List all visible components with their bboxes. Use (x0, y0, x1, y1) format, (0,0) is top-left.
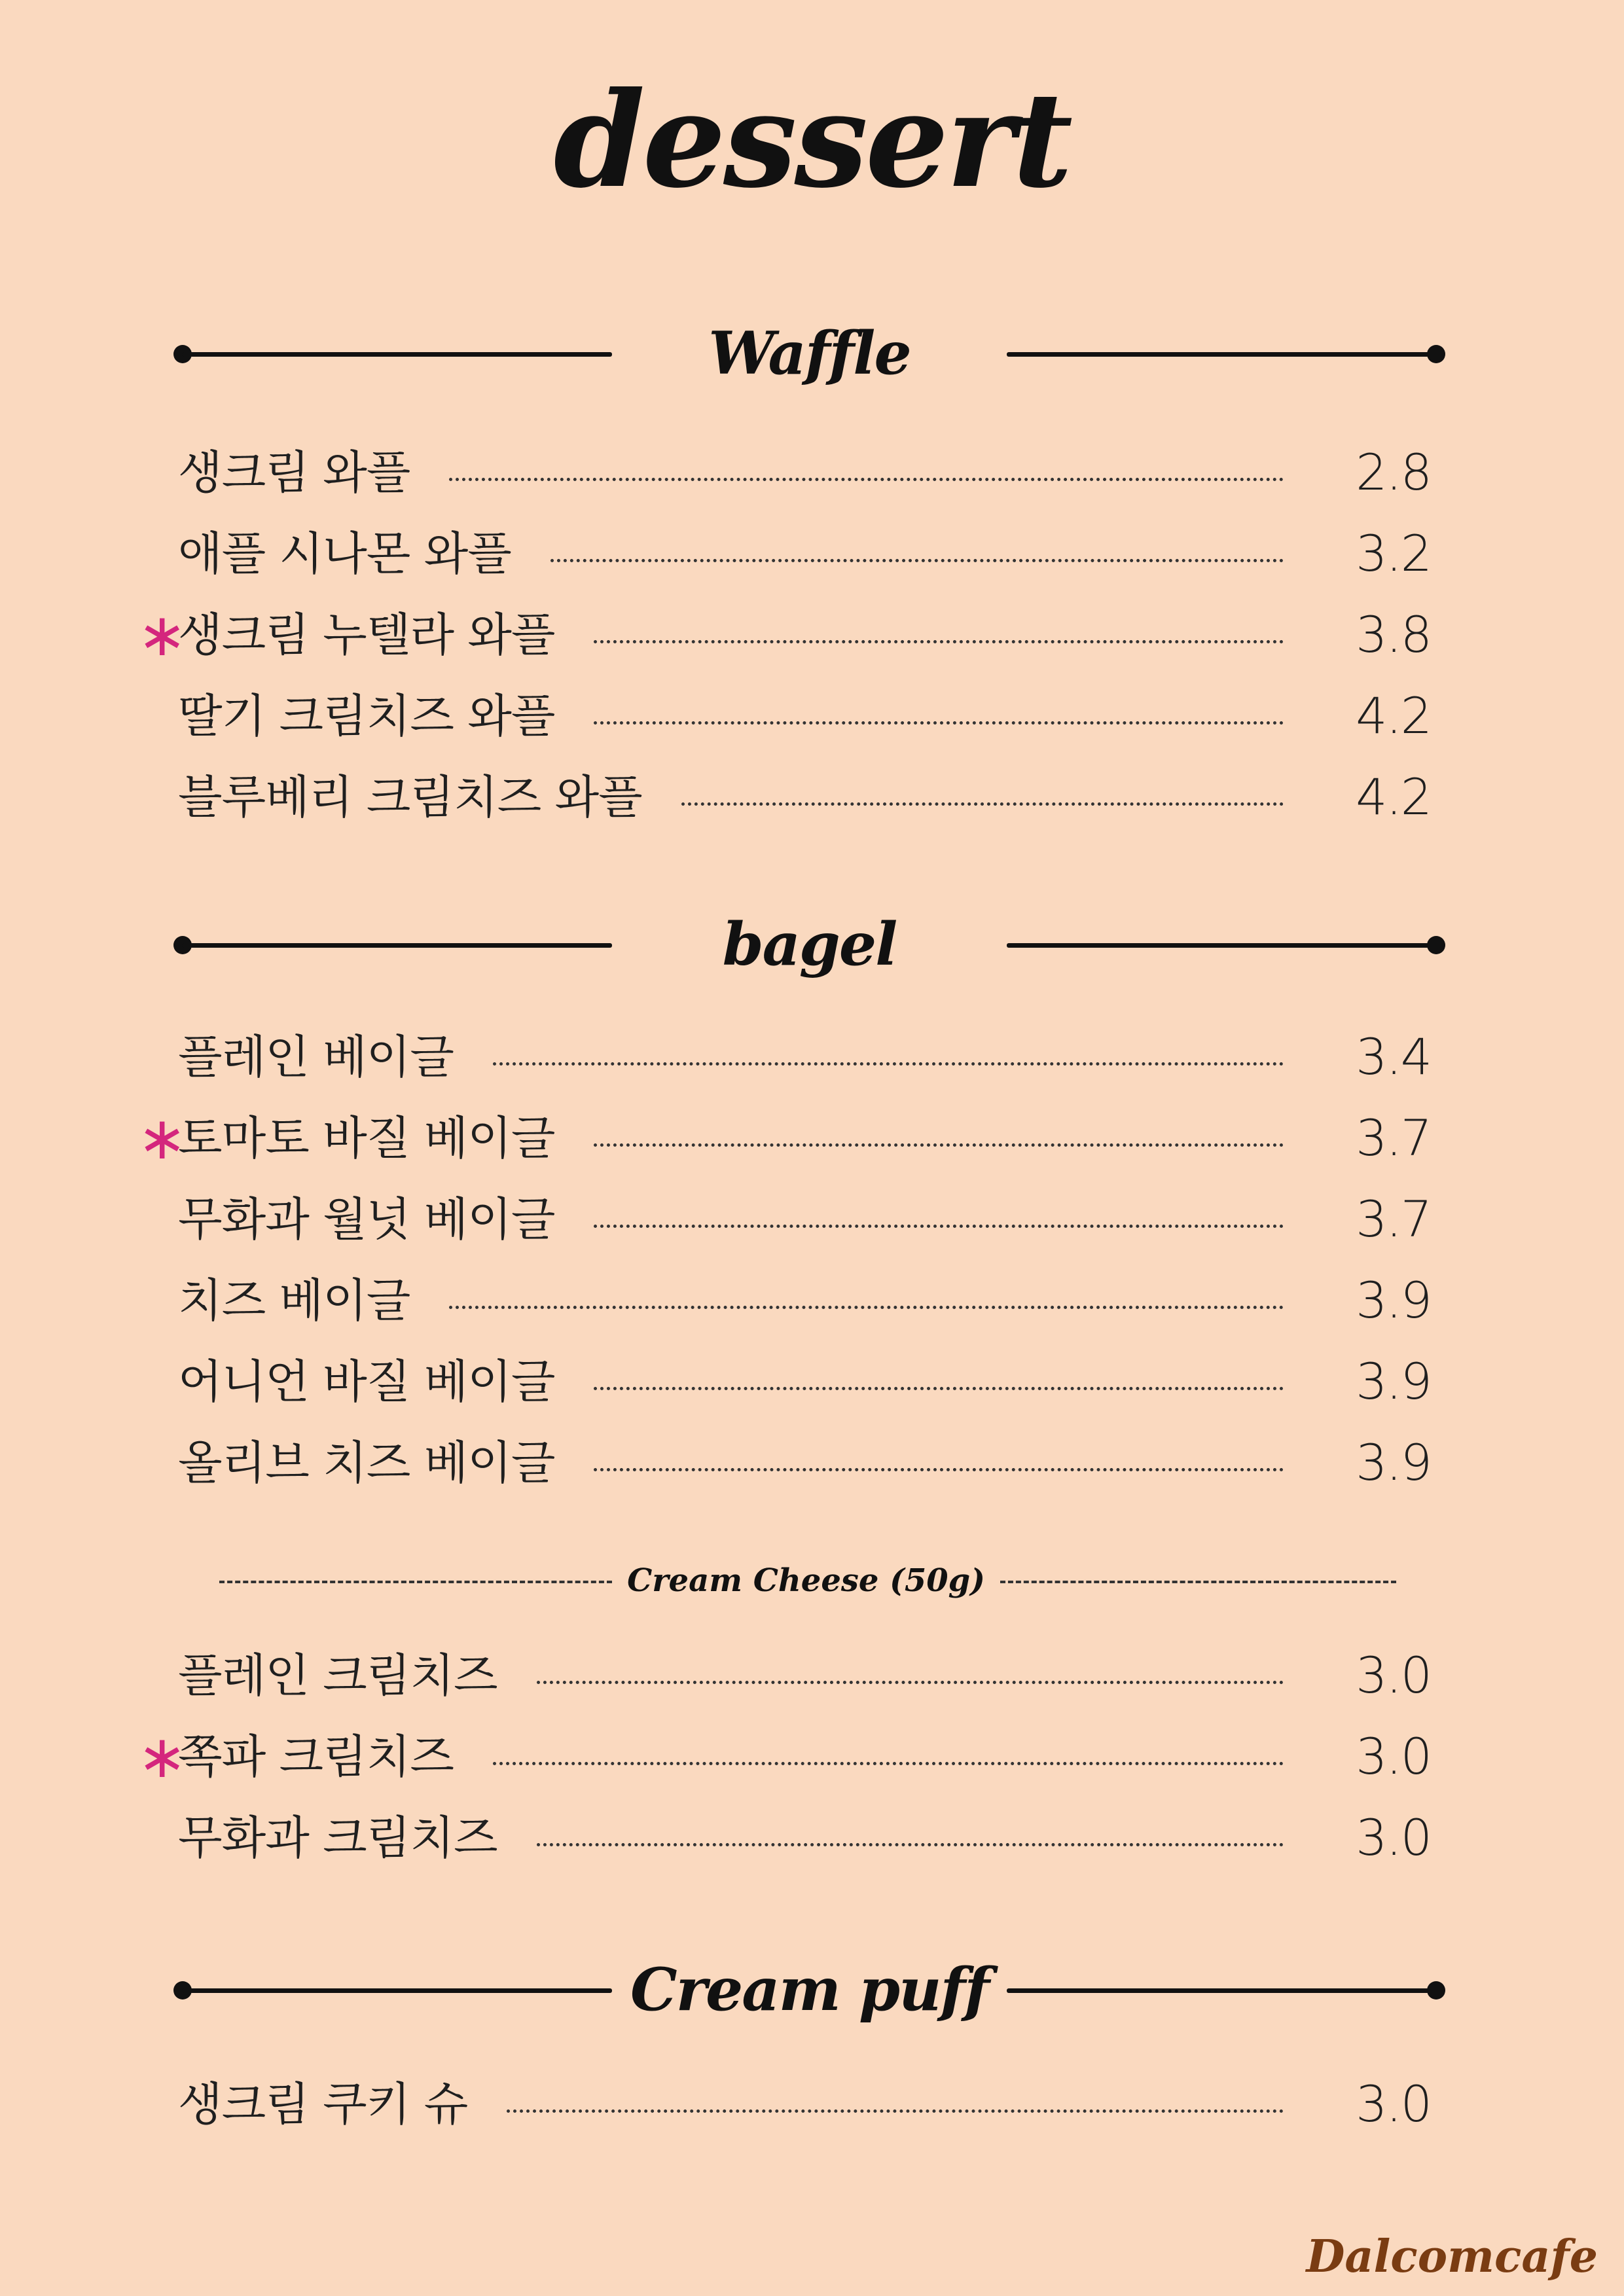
recommended-star-icon: ∗ (137, 601, 187, 670)
divider-line (1007, 1988, 1436, 1993)
menu-item (0, 1098, 1624, 1179)
menu-item (0, 1797, 1624, 1878)
item-price: 4.2 (1356, 687, 1431, 745)
item-name: 생크림 누텔라 와플 (178, 608, 555, 662)
dot-leader (449, 478, 1284, 481)
item-price: 3.2 (1356, 524, 1431, 583)
item-price: 3.9 (1356, 1433, 1431, 1492)
dot-leader (594, 640, 1284, 643)
item-name: 무화과 크림치즈 (178, 1811, 497, 1865)
dot-leader (681, 802, 1284, 806)
menu-item (0, 2064, 1624, 2145)
menu-item (0, 1635, 1624, 1716)
recommended-star-icon: ∗ (137, 1723, 187, 1791)
menu-item (0, 757, 1624, 838)
item-price: 3.7 (1356, 1109, 1431, 1167)
menu-item (0, 1016, 1624, 1098)
divider-line (182, 352, 612, 357)
divider-dot (1427, 1981, 1445, 2000)
dot-leader (537, 1843, 1284, 1846)
item-name: 무화과 월넛 베이글 (178, 1193, 555, 1246)
recommended-star-icon: ∗ (137, 1104, 187, 1173)
subsection-title: Cream Cheese (50g) (627, 1562, 985, 1599)
dot-leader (594, 721, 1284, 725)
menu-item (0, 1716, 1624, 1797)
section-title-bagel: bagel (722, 910, 897, 979)
page-title: dessert (553, 63, 1071, 217)
item-price: 4.2 (1356, 768, 1431, 826)
item-name: 블루베리 크림치즈 와플 (178, 770, 642, 824)
item-price: 3.0 (1356, 1808, 1431, 1867)
menu-item (0, 1341, 1624, 1422)
item-price: 3.0 (1356, 1646, 1431, 1704)
item-name: 딸기 크림치즈 와플 (178, 689, 555, 743)
item-name: 토마토 바질 베이글 (178, 1111, 555, 1165)
dashed-divider (219, 1581, 612, 1583)
item-price: 3.8 (1356, 605, 1431, 664)
dashed-divider (1000, 1581, 1396, 1583)
item-name: 플레인 베이글 (178, 1030, 454, 1084)
item-price: 3.0 (1356, 2075, 1431, 2133)
dot-leader (594, 1225, 1284, 1228)
dot-leader (537, 1681, 1284, 1684)
menu-item (0, 1260, 1624, 1341)
dot-leader (594, 1468, 1284, 1471)
item-price: 3.0 (1356, 1727, 1431, 1785)
divider-dot (1427, 936, 1445, 954)
dot-leader (550, 559, 1284, 562)
dot-leader (594, 1143, 1284, 1147)
subsection-header-cream-cheese (0, 1548, 1624, 1613)
divider-dot (1427, 345, 1445, 363)
item-price: 3.4 (1356, 1028, 1431, 1086)
section-title-waffle: Waffle (708, 319, 911, 388)
section-header-cream-puff (0, 1944, 1624, 2036)
dot-leader (493, 1762, 1284, 1765)
item-price: 2.8 (1356, 443, 1431, 501)
item-price: 3.7 (1356, 1190, 1431, 1248)
item-name: 애플 시나몬 와플 (178, 527, 511, 581)
dot-leader (493, 1062, 1284, 1066)
menu-item (0, 594, 1624, 675)
menu-item (0, 1422, 1624, 1503)
item-name: 올리브 치즈 베이글 (178, 1436, 555, 1490)
divider-line (182, 1988, 612, 1993)
dot-leader (449, 1306, 1284, 1309)
divider-line (1007, 352, 1436, 357)
item-name: 플레인 크림치즈 (178, 1649, 497, 1702)
item-name: 치즈 베이글 (178, 1274, 410, 1327)
item-name: 생크림 쿠키 슈 (178, 2077, 468, 2131)
dot-leader (507, 2109, 1284, 2113)
menu-item (0, 1179, 1624, 1260)
dot-leader (594, 1387, 1284, 1390)
menu-item (0, 432, 1624, 513)
section-header-bagel (0, 899, 1624, 990)
section-title-cream-puff: Cream puff (630, 1955, 988, 2024)
menu-item (0, 513, 1624, 594)
divider-line (1007, 943, 1436, 948)
menu-item (0, 675, 1624, 757)
item-price: 3.9 (1356, 1271, 1431, 1329)
item-name: 쪽파 크림치즈 (178, 1730, 454, 1784)
item-name: 어니언 바질 베이글 (178, 1355, 555, 1408)
item-price: 3.9 (1356, 1352, 1431, 1410)
item-name: 생크림 와플 (178, 446, 410, 499)
brand-logo: Dalcomcafe (1306, 2231, 1598, 2283)
section-header-waffle (0, 308, 1624, 399)
divider-line (182, 943, 612, 948)
